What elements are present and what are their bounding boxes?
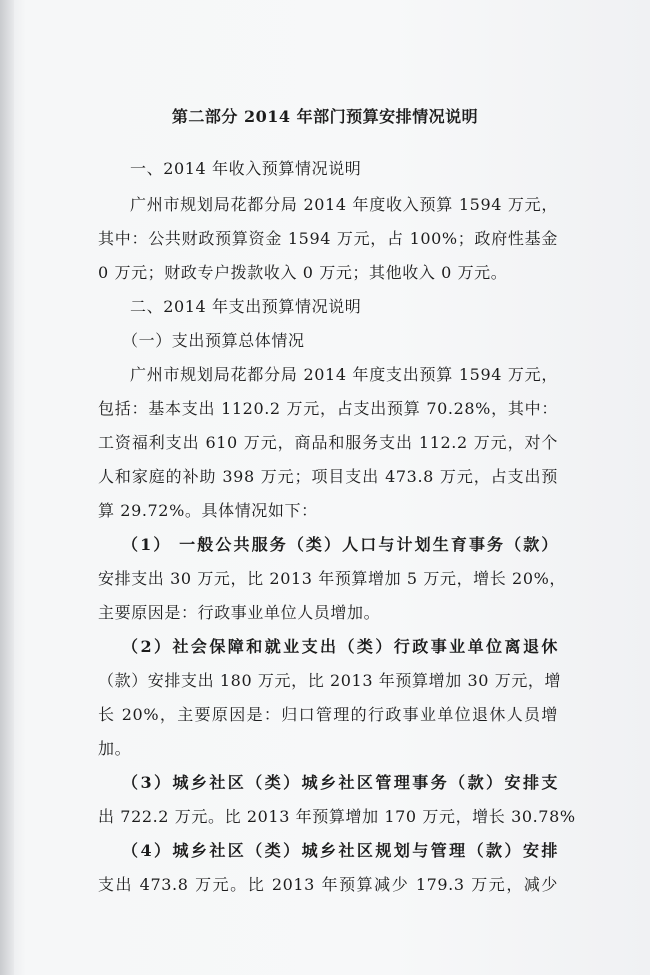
scan-edge-shadow: [0, 0, 14, 975]
text-line: 人和家庭的补助 398 万元；项目支出 473.8 万元，占支出预: [98, 467, 558, 486]
subheading-overview: （一）支出预算总体情况: [122, 331, 305, 350]
heading-expense: 二、2014 年支出预算情况说明: [130, 297, 362, 316]
text-line: 0 万元；财政专户拨款收入 0 万元；其他收入 0 万元。: [98, 263, 508, 282]
item-2-heading: （2）社会保障和就业支出（类）行政事业单位离退休: [122, 637, 558, 656]
item-1-heading: （1） 一般公共服务（类）人口与计划生育事务（款）: [122, 535, 558, 554]
text-line: 广州市规划局花都分局 2014 年度收入预算 1594 万元，: [130, 195, 558, 214]
text-line: （款）安排支出 180 万元，比 2013 年预算增加 30 万元，增: [98, 671, 562, 690]
heading-income: 一、2014 年收入预算情况说明: [130, 159, 362, 178]
text-line: 出 722.2 万元。比 2013 年预算增加 170 万元，增长 30.78%: [98, 807, 576, 826]
text-line: 工资福利支出 610 万元，商品和服务支出 112.2 万元，对个: [98, 433, 558, 452]
page-title: 第二部分 2014 年部门预算安排情况说明: [171, 107, 479, 126]
text-line: 支出 473.8 万元。比 2013 年预算减少 179.3 万元，减少: [98, 875, 558, 894]
item-3-heading: （3）城乡社区（类）城乡社区管理事务（款）安排支: [122, 773, 558, 792]
text-line: 长 20%，主要原因是：归口管理的行政事业单位退休人员增: [98, 705, 558, 724]
text-line: 主要原因是：行政事业单位人员增加。: [98, 603, 381, 622]
text-line: 广州市规划局花都分局 2014 年度支出预算 1594 万元，: [130, 365, 558, 384]
text-line: 算 29.72%。具体情况如下：: [98, 501, 318, 520]
text-line: 包括：基本支出 1120.2 万元，占支出预算 70.28%，其中：: [98, 399, 558, 418]
text-line: 其中：公共财政预算资金 1594 万元，占 100%；政府性基金: [98, 229, 558, 248]
text-line: 加。: [98, 739, 132, 758]
text-line: 安排支出 30 万元，比 2013 年预算增加 5 万元，增长 20%，: [98, 569, 567, 588]
item-4-heading: （4）城乡社区（类）城乡社区规划与管理（款）安排: [122, 841, 558, 860]
